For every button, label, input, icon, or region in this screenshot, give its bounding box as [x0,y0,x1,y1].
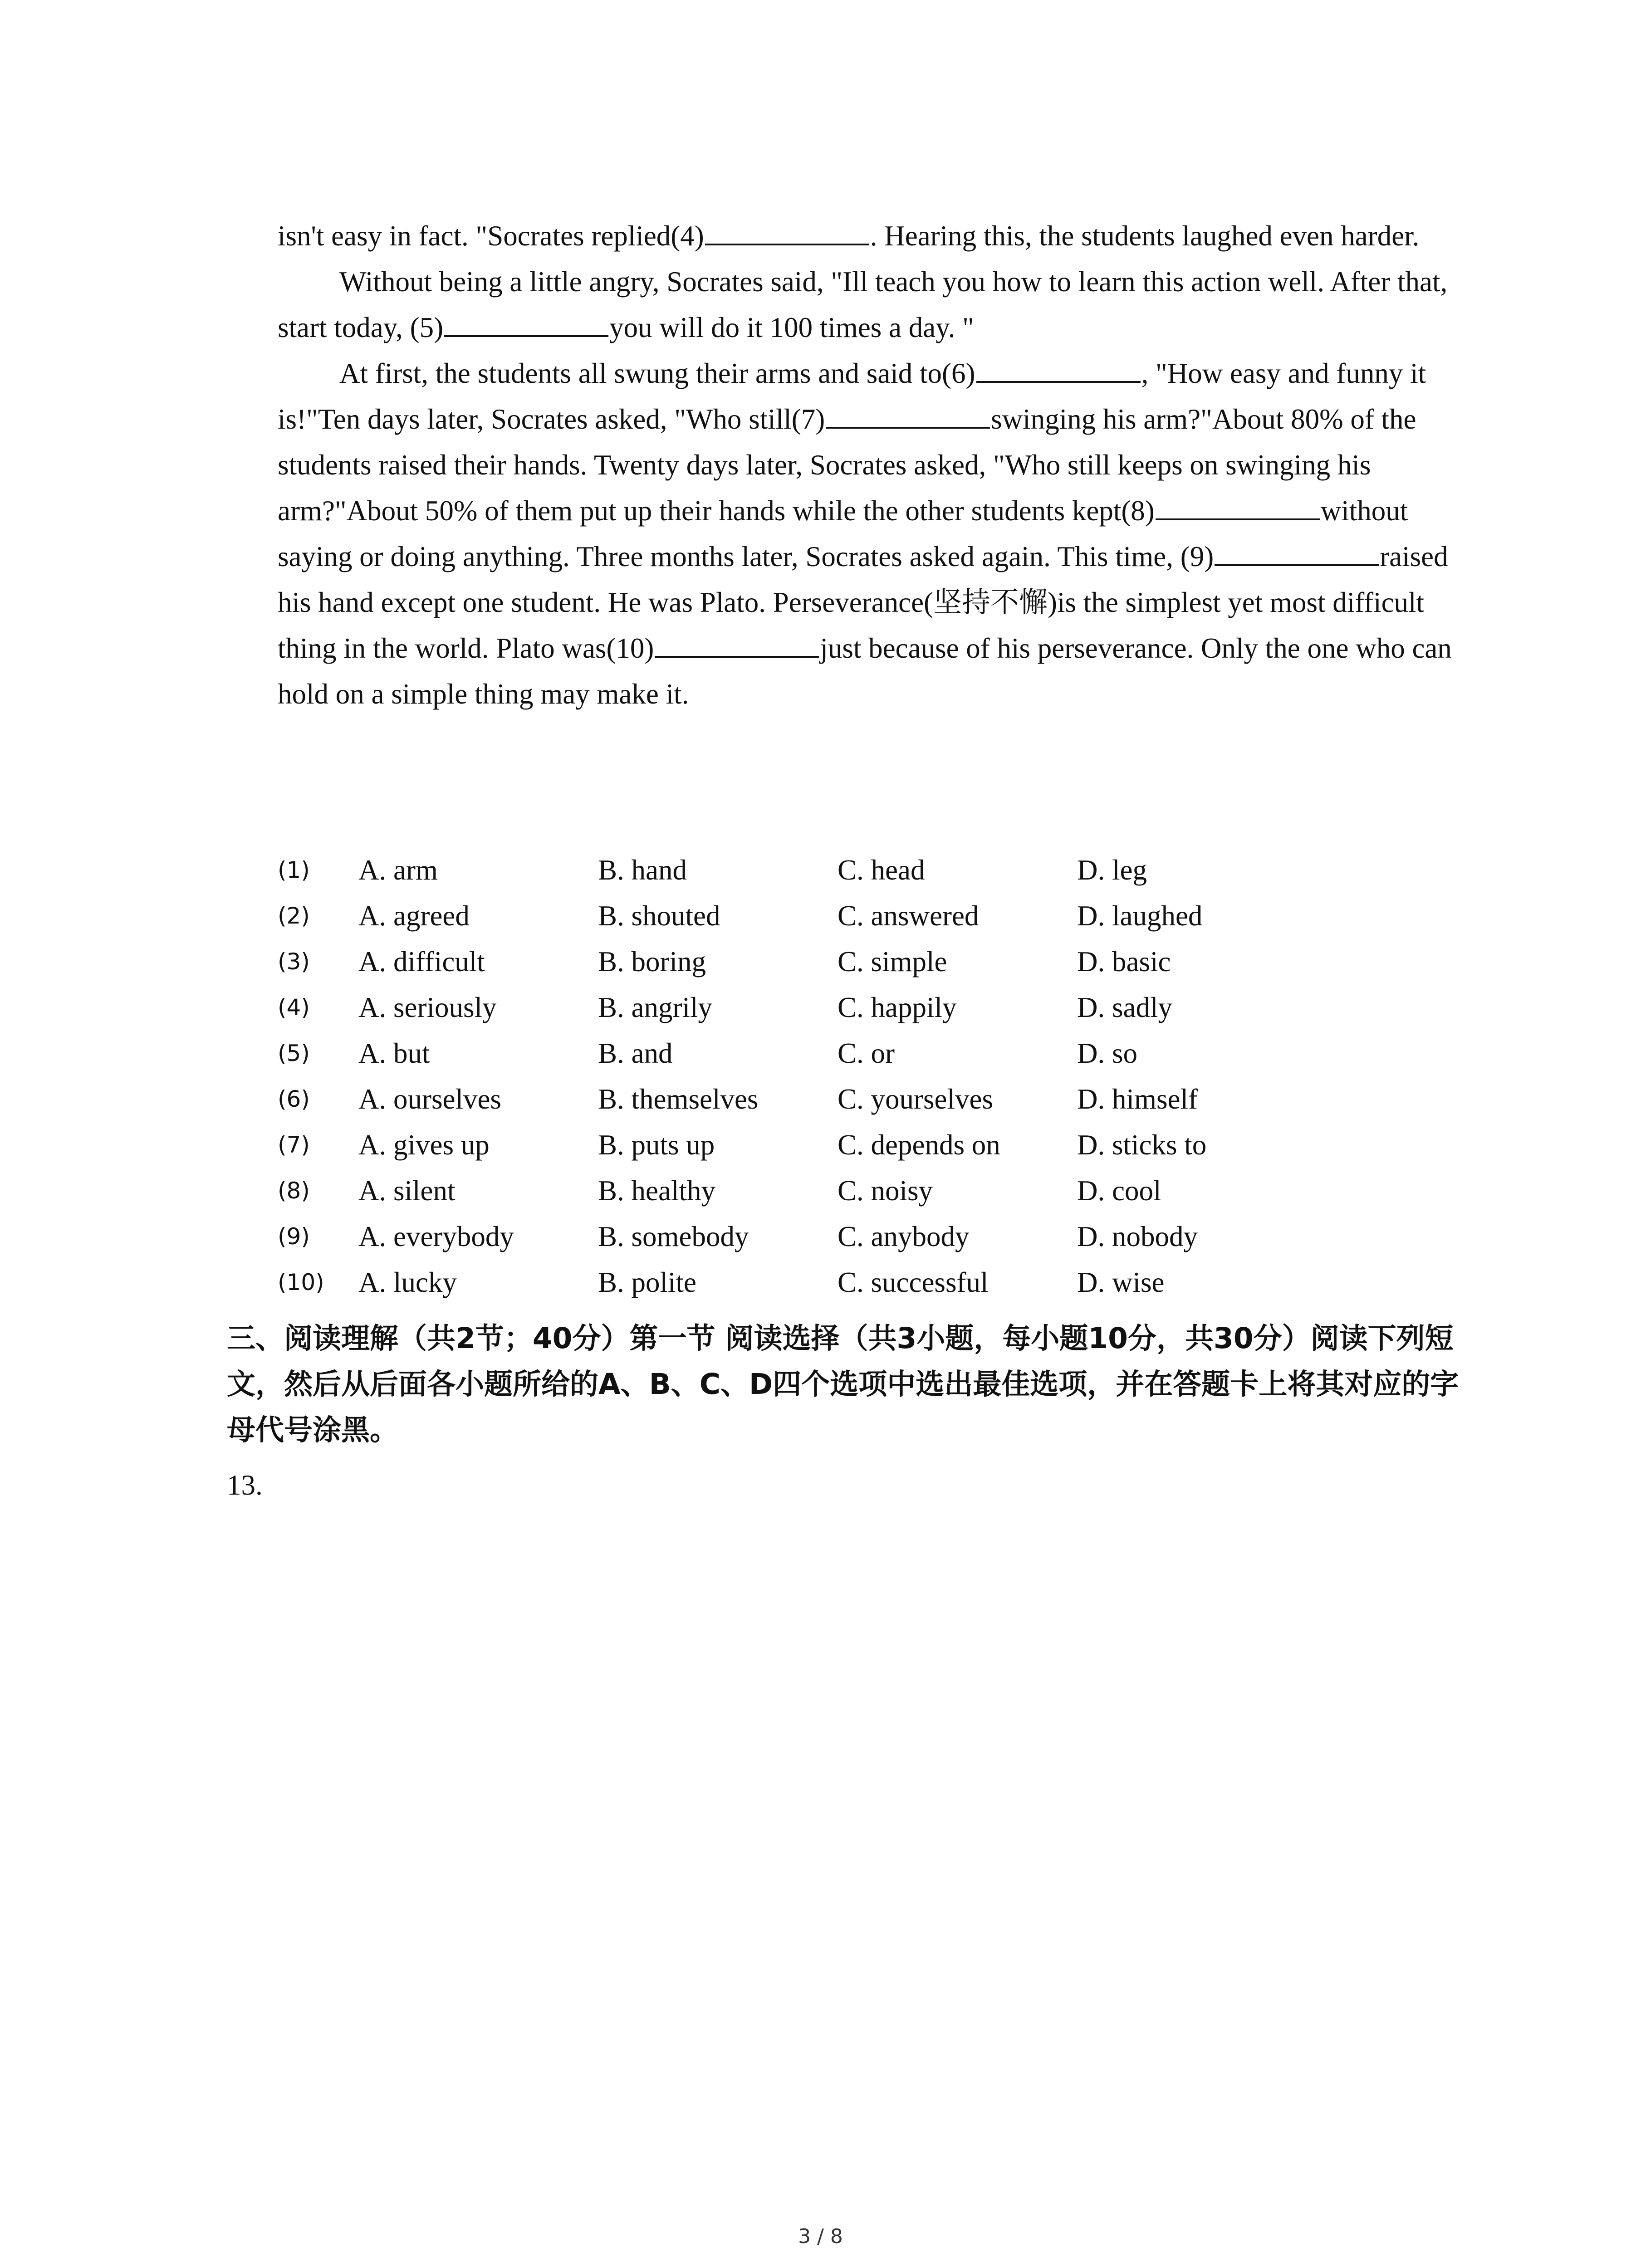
option-a[interactable]: A. everybody [358,1221,514,1252]
question-number: (8) [278,1178,310,1204]
text: you will do it 100 times a day. " [609,312,974,343]
option-b[interactable]: B. themselves [598,1083,759,1115]
option-b[interactable]: B. somebody [598,1221,749,1252]
text: raised his hand except one student. He was Plato. Perseverance(坚持不懈)is the simplest yet most difficult thing in the world. Plato was(10) [278,541,1448,664]
option-a[interactable]: A. lucky [358,1266,457,1298]
option-d[interactable]: D. sadly [1077,992,1172,1023]
option-d[interactable]: D. so [1077,1037,1138,1069]
question-number: (10) [278,1269,324,1295]
option-a[interactable]: A. but [358,1037,430,1069]
option-c[interactable]: C. depends on [838,1129,1000,1161]
option-a[interactable]: A. seriously [358,992,497,1023]
option-d[interactable]: D. basic [1077,946,1171,978]
option-b[interactable]: B. angrily [598,992,712,1023]
option-c[interactable]: C. successful [838,1266,989,1298]
option-c[interactable]: C. head [838,854,925,886]
option-b[interactable]: B. polite [598,1266,696,1298]
option-d[interactable]: D. cool [1077,1175,1161,1207]
option-c[interactable]: C. noisy [838,1175,933,1207]
question-number: (6) [278,1086,310,1112]
option-row-3 [278,939,1367,985]
question-number: (9) [278,1223,310,1250]
text: Without being a little angry, Socrates said, "Ill teach you how to learn this action well. After that, start today, (5) [278,266,1448,343]
option-row-10 [278,1260,1367,1305]
option-d[interactable]: D. leg [1077,854,1147,886]
option-row-4 [278,985,1367,1031]
option-row-6 [278,1076,1367,1122]
blank-7[interactable] [826,400,990,429]
option-row-8 [278,1168,1367,1214]
option-a[interactable]: A. ourselves [358,1083,501,1115]
option-a[interactable]: A. gives up [358,1129,490,1161]
option-c[interactable]: C. yourselves [838,1083,993,1115]
text: without saying or doing anything. Three months later, Socrates asked again. This time, (9) [278,495,1408,572]
text: At first, the students all swung their arms and said to(6) [339,357,975,389]
option-d[interactable]: D. wise [1077,1266,1165,1298]
text: , "How easy and funny it is!"Ten days later, Socrates asked, "Who still(7) [278,357,1426,435]
option-b[interactable]: B. hand [598,854,687,886]
blank-8[interactable] [1156,491,1320,520]
option-a[interactable]: A. arm [358,854,438,886]
paragraph-2 [278,259,1453,351]
options-list [278,847,1367,1305]
paragraph-3 [278,351,1453,717]
text: just because of his perseverance. Only the one who can hold on a simple thing may make it. [278,632,1452,710]
blank-6[interactable] [976,354,1141,383]
option-c[interactable]: C. happily [838,992,957,1023]
option-d[interactable]: D. himself [1077,1083,1198,1115]
option-d[interactable]: D. laughed [1077,900,1203,932]
question-13-number: 13. [227,1469,263,1501]
option-row-2 [278,893,1367,939]
question-number: (5) [278,1040,310,1066]
text: isn't easy in fact. "Socrates replied(4) [278,220,704,252]
question-number: (3) [278,948,310,975]
option-a[interactable]: A. agreed [358,900,470,932]
option-a[interactable]: A. silent [358,1175,456,1207]
option-row-1 [278,847,1367,893]
option-d[interactable]: D. sticks to [1077,1129,1207,1161]
cloze-passage [278,213,1453,717]
question-number: (2) [278,903,310,929]
blank-5[interactable] [444,308,608,337]
page-number: 3 / 8 [798,2225,843,2248]
option-b[interactable]: B. healthy [598,1175,715,1207]
text: swinging his arm?"About 80% of the students raised their hands. Twenty days later, Socrates asked, "Who still keeps on swinging his arm?"About 50% of them put up their hands while the other students kept(8) [278,403,1416,527]
option-row-7 [278,1122,1367,1168]
blank-10[interactable] [655,629,819,658]
option-b[interactable]: B. puts up [598,1129,715,1161]
option-row-5 [278,1031,1367,1076]
option-c[interactable]: C. or [838,1037,895,1069]
option-b[interactable]: B. and [598,1037,673,1069]
paragraph-1 [278,213,1453,259]
option-c[interactable]: C. anybody [838,1221,970,1252]
blank-9[interactable] [1215,537,1379,566]
question-number: (1) [278,857,310,883]
blank-4[interactable] [705,216,869,245]
option-b[interactable]: B. shouted [598,900,720,932]
question-number: (7) [278,1132,310,1158]
option-row-9 [278,1214,1367,1260]
question-number: (4) [278,994,310,1021]
text: . Hearing this, the students laughed even harder. [870,220,1420,252]
option-b[interactable]: B. boring [598,946,706,978]
option-c[interactable]: C. simple [838,946,947,978]
section-heading: 三、阅读理解（共2节；40分）第一节 阅读选择（共3小题，每小题10分，共30分）阅读下列短文，然后从后面各小题所给的A、B、C、D四个选项中选出最佳选项，并在答题卡上将其对应的字母代号涂黑。 [227,1322,1459,1447]
option-d[interactable]: D. nobody [1077,1221,1198,1252]
option-a[interactable]: A. difficult [358,946,485,978]
option-c[interactable]: C. answered [838,900,979,932]
